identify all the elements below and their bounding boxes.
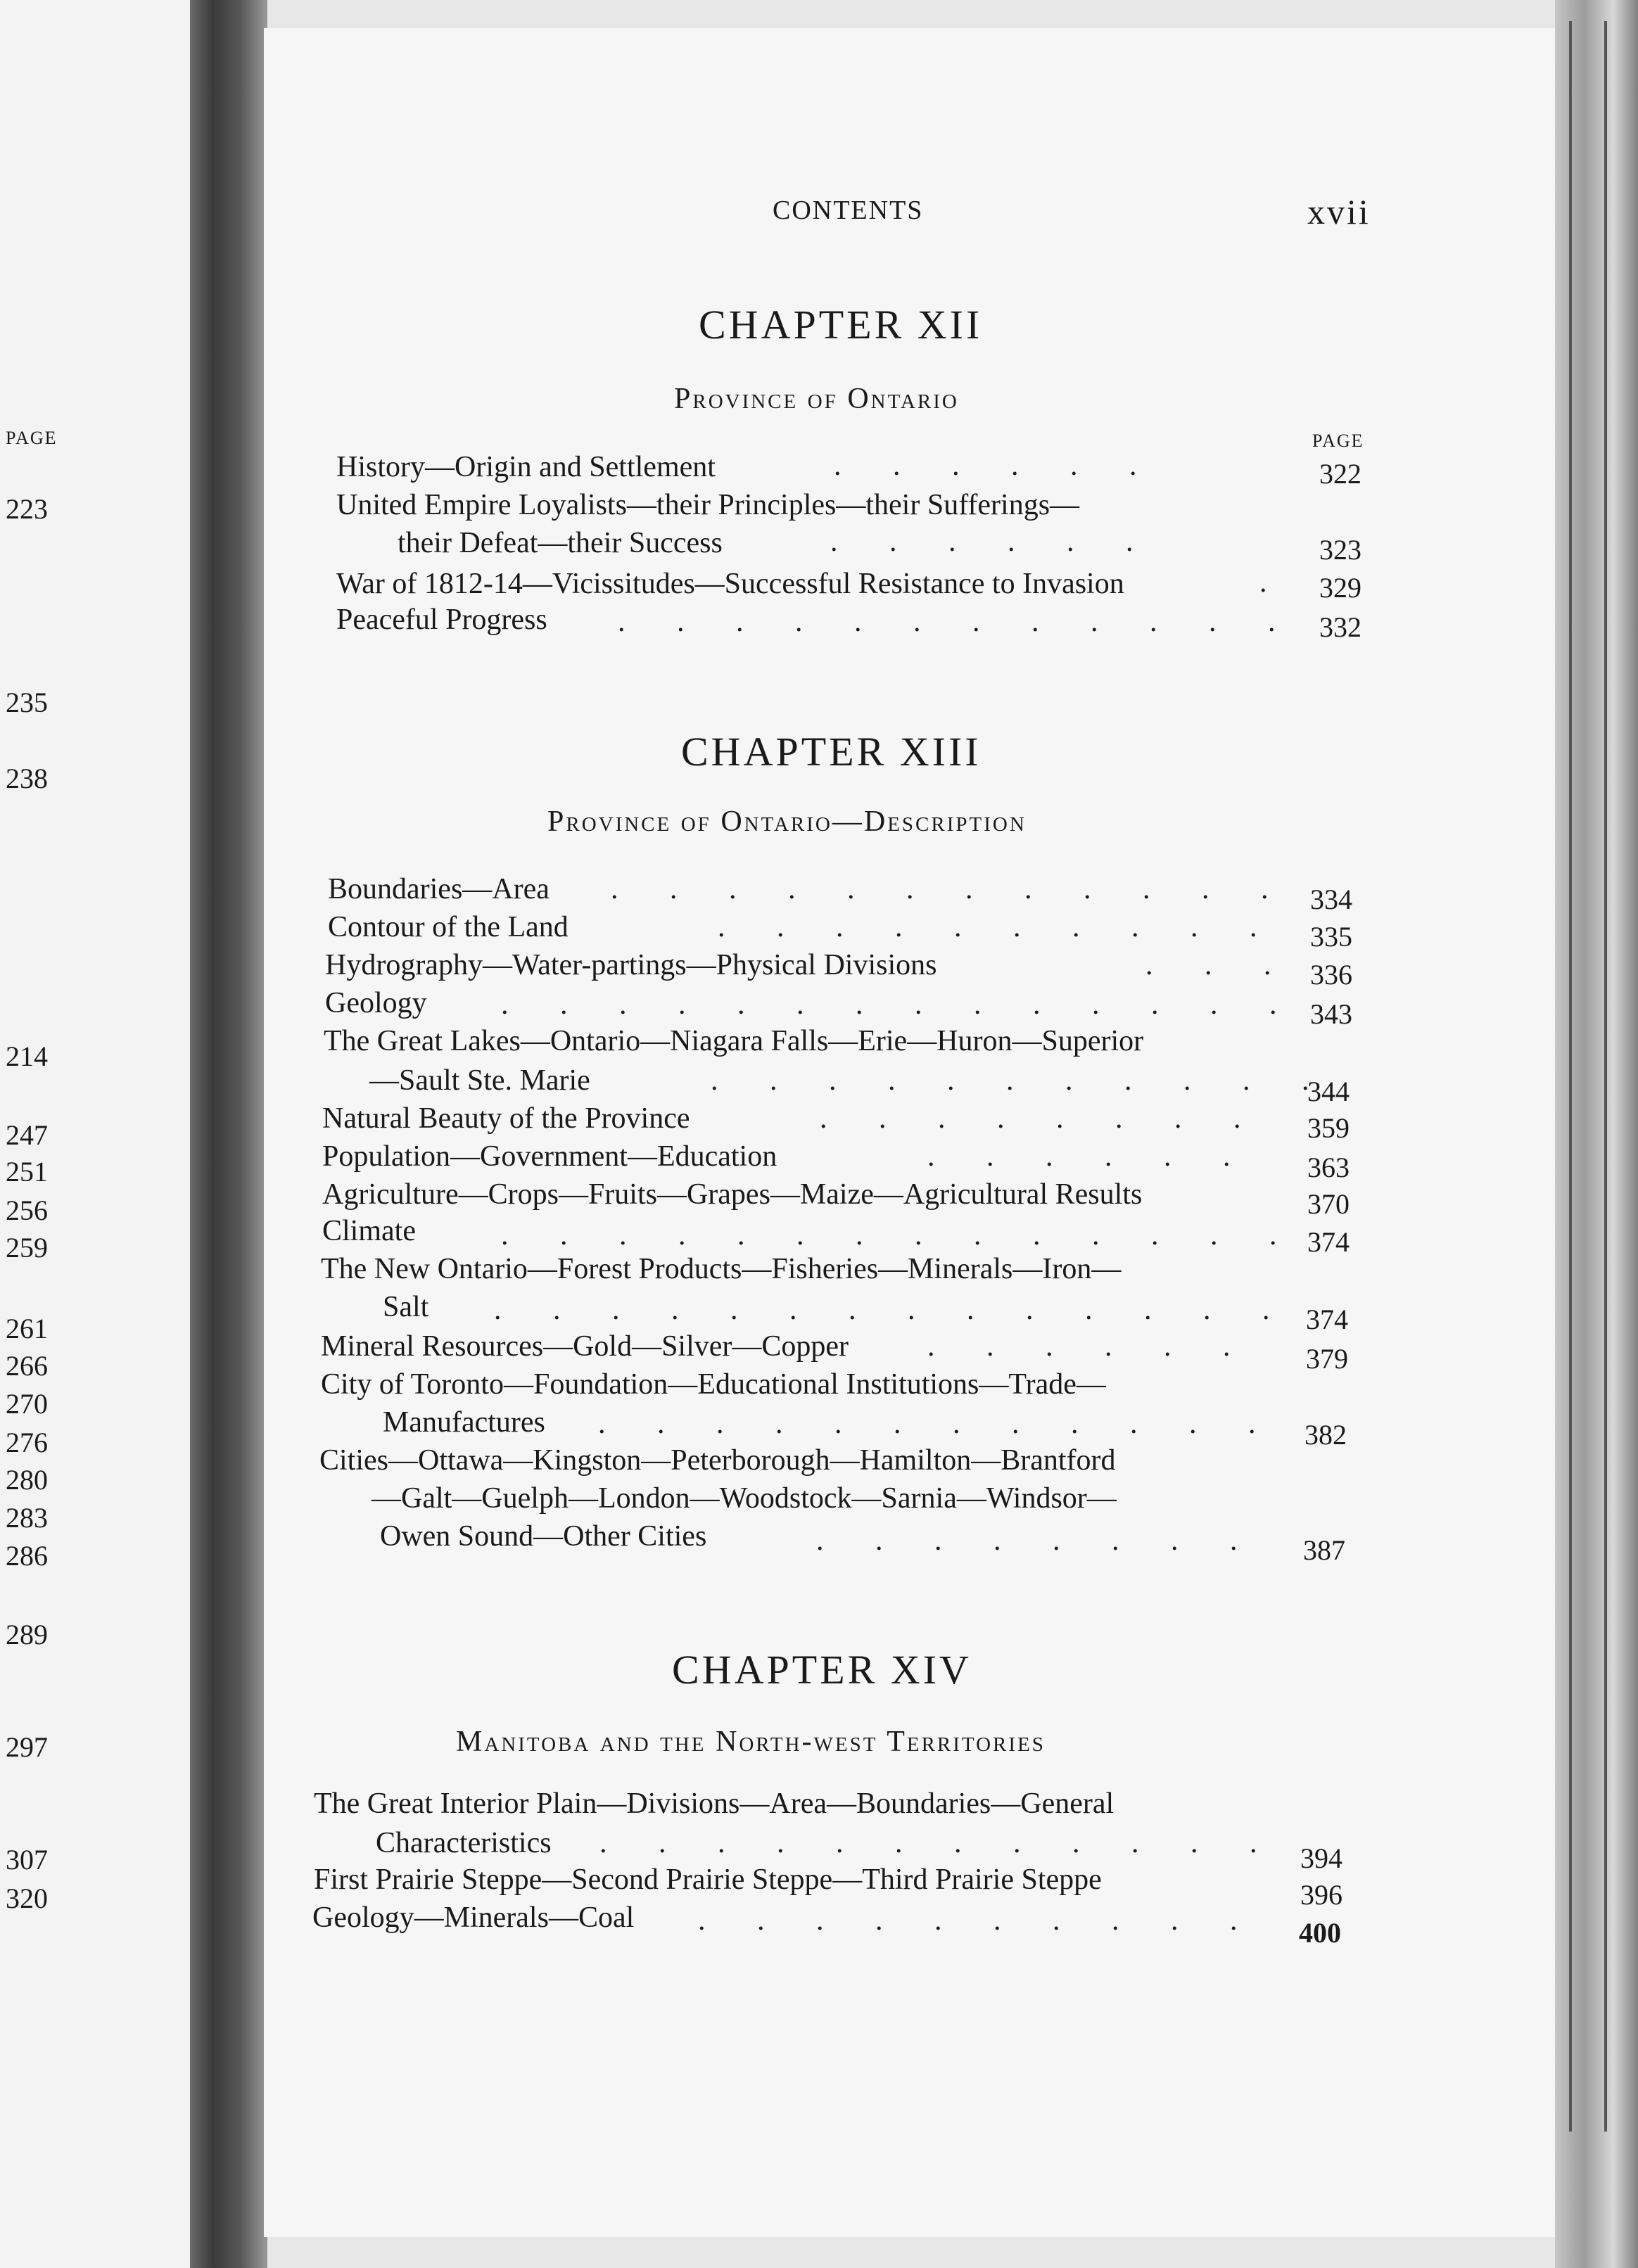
left-page-number: 214 xyxy=(6,1040,48,1072)
toc-entry-text: Geology xyxy=(325,987,427,1019)
toc-entry-text: Mineral Resources—Gold—Silver—Copper xyxy=(321,1330,849,1363)
running-head: CONTENTS xyxy=(773,196,924,225)
toc-page-number: 343 xyxy=(1310,998,1352,1030)
edge-line xyxy=(1569,21,1572,2132)
toc-leader-dots: . . . . . . . . . . . . xyxy=(598,1408,1256,1440)
toc-entry-text: Cities—Ottawa—Kingston—Peterborough—Hamilton—Brantford xyxy=(319,1444,1116,1477)
toc-entry-text: Contour of the Land xyxy=(328,911,569,943)
toc-leader-dots: . . . . . . . . . . . . . . xyxy=(494,1294,1270,1326)
page-number: xvii xyxy=(1307,192,1371,231)
toc-page-number: 334 xyxy=(1310,884,1352,915)
chapter-subtitle: Province of Ontario xyxy=(674,383,959,415)
left-page-number: 280 xyxy=(6,1464,48,1496)
toc-page-number: 374 xyxy=(1307,1226,1350,1258)
book-gutter xyxy=(190,0,267,2268)
chapter-heading: CHAPTER XIV xyxy=(672,1647,972,1693)
toc-page-number: 332 xyxy=(1319,611,1361,643)
toc-page-number: 374 xyxy=(1306,1304,1348,1335)
chapter-heading: CHAPTER XIII xyxy=(681,729,982,775)
toc-leader-dots: . . . . . . . . . . . . xyxy=(599,1827,1257,1859)
toc-entry-text: Salt xyxy=(383,1291,429,1323)
toc-leader-dots: . . . . . . . . . . . xyxy=(711,1064,1309,1097)
toc-page-number: 335 xyxy=(1310,921,1352,953)
left-page-number: 297 xyxy=(6,1731,48,1763)
toc-entry-text: The Great Interior Plain—Divisions—Area—Boundaries—General xyxy=(314,1788,1115,1820)
toc-leader-dots: . . . . . . . . . . . . . . xyxy=(501,1219,1277,1251)
toc-page-number: 336 xyxy=(1310,959,1352,990)
toc-leader-dots: . . . . . . . . . . . . xyxy=(618,606,1276,638)
toc-page-number: 323 xyxy=(1319,534,1361,566)
toc-page-number: 370 xyxy=(1307,1188,1350,1220)
toc-page-number: 344 xyxy=(1307,1076,1350,1107)
toc-entry-text: Natural Beauty of the Province xyxy=(322,1102,690,1135)
toc-leader-dots: . xyxy=(1259,566,1267,599)
toc-entry-text: Climate xyxy=(322,1215,416,1247)
toc-entry-text: United Empire Loyalists—their Principles—their Sufferings— xyxy=(336,489,1080,521)
toc-page-number: 382 xyxy=(1304,1419,1347,1451)
toc-page-number: 363 xyxy=(1307,1152,1350,1183)
left-page-number: 283 xyxy=(6,1502,48,1534)
toc-page-number: 322 xyxy=(1319,458,1361,490)
toc-leader-dots: . . . . . . xyxy=(927,1330,1231,1363)
left-page-label: PAGE xyxy=(6,428,58,448)
toc-entry-text: Geology—Minerals—Coal xyxy=(312,1901,635,1934)
toc-entry-text: Population—Government—Education xyxy=(322,1140,777,1173)
toc-entry-text: —Galt—Guelph—London—Woodstock—Sarnia—Windsor— xyxy=(372,1482,1117,1515)
toc-entry-text: Hydrography—Water-partings—Physical Divisions xyxy=(325,949,937,981)
toc-entry-text: The New Ontario—Forest Products—Fisheries—Minerals—Iron— xyxy=(321,1253,1122,1285)
left-page-number: 289 xyxy=(6,1619,48,1650)
left-page-number: 261 xyxy=(6,1313,48,1344)
toc-page-number: 400 xyxy=(1299,1917,1341,1949)
toc-entry-text: Agriculture—Crops—Fruits—Grapes—Maize—Agricultural Results xyxy=(322,1178,1143,1211)
left-page-number: 307 xyxy=(6,1844,48,1875)
left-page-number: 223 xyxy=(6,493,48,525)
toc-page-number: 359 xyxy=(1307,1112,1350,1144)
left-page-number: 251 xyxy=(6,1156,48,1187)
toc-entry-text: History—Origin and Settlement xyxy=(336,451,716,483)
toc-leader-dots: . . . xyxy=(1145,949,1271,981)
toc-leader-dots: . . . . . . . . . . . . xyxy=(611,873,1269,905)
page-edge xyxy=(1555,0,1638,2268)
left-page-number: 238 xyxy=(6,763,48,794)
toc-page-number: 379 xyxy=(1306,1343,1348,1375)
chapter-subtitle: Province of Ontario—Description xyxy=(547,805,1027,838)
toc-entry-text: Owen Sound—Other Cities xyxy=(380,1520,707,1553)
toc-leader-dots: . . . . . . . . xyxy=(820,1102,1241,1135)
toc-entry-text: First Prairie Steppe—Second Prairie Steppe—Third Prairie Steppe xyxy=(314,1864,1102,1896)
left-page-number: 270 xyxy=(6,1388,48,1420)
toc-page-number: 387 xyxy=(1303,1534,1345,1566)
toc-leader-dots: . . . . . . xyxy=(834,450,1137,482)
page-column-label: PAGE xyxy=(1312,431,1364,451)
toc-entry-text: City of Toronto—Foundation—Educational Institutions—Trade— xyxy=(321,1368,1106,1401)
left-page-number: 259 xyxy=(6,1232,48,1263)
toc-leader-dots: . . . . . . . . xyxy=(816,1524,1238,1557)
toc-entry-text: Manufactures xyxy=(383,1406,545,1439)
toc-page-number: 329 xyxy=(1319,572,1361,604)
toc-page-number: 396 xyxy=(1300,1879,1342,1911)
chapter-heading: CHAPTER XII xyxy=(699,302,983,348)
toc-entry-text: Characteristics xyxy=(376,1827,552,1859)
left-page-number: 235 xyxy=(6,687,48,718)
edge-line xyxy=(1604,21,1607,2132)
left-page-number: 256 xyxy=(6,1194,48,1226)
left-page-number: 247 xyxy=(6,1119,48,1151)
left-page-number: 266 xyxy=(6,1350,48,1382)
left-page-number: 276 xyxy=(6,1427,48,1458)
toc-leader-dots: . . . . . . xyxy=(830,525,1134,558)
toc-entry-text: their Defeat—their Success xyxy=(398,527,723,559)
toc-entry-text: —Sault Ste. Marie xyxy=(369,1064,590,1097)
toc-entry-text: Boundaries—Area xyxy=(328,873,550,905)
toc-leader-dots: . . . . . . . . . . . . . . xyxy=(501,988,1277,1021)
toc-leader-dots: . . . . . . . . . . xyxy=(698,1904,1238,1937)
left-facing-page xyxy=(0,0,190,2268)
toc-leader-dots: . . . . . . xyxy=(927,1140,1231,1173)
toc-leader-dots: . . . . . . . . . . xyxy=(718,911,1257,943)
toc-page-number: 394 xyxy=(1300,1842,1342,1874)
toc-entry-text: War of 1812-14—Vicissitudes—Successful Resistance to Invasion xyxy=(336,568,1124,600)
chapter-subtitle: Manitoba and the North-west Territories xyxy=(456,1726,1046,1758)
toc-entry-text: Peaceful Progress xyxy=(336,604,547,636)
toc-entry-text: The Great Lakes—Ontario—Niagara Falls—Erie—Huron—Superior xyxy=(324,1025,1144,1057)
left-page-number: 320 xyxy=(6,1882,48,1914)
left-page-number: 286 xyxy=(6,1540,48,1572)
